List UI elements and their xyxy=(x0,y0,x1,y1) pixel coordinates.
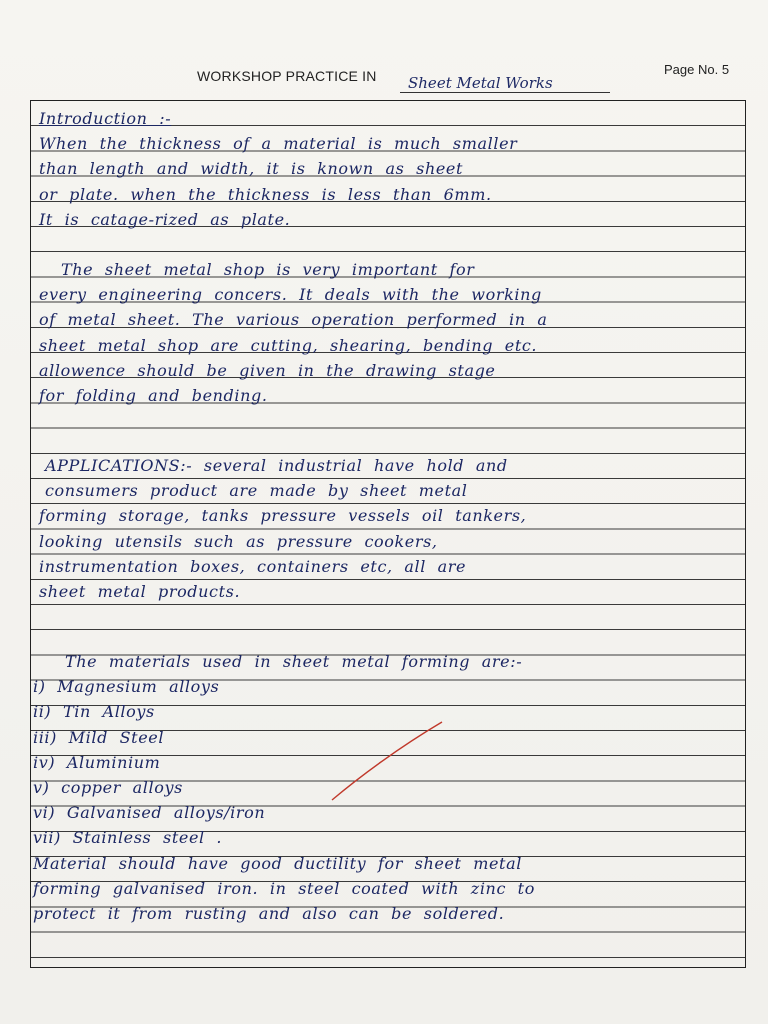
ruled-frame xyxy=(30,100,746,968)
applications-line: sheet metal products. xyxy=(39,581,241,601)
materials-item: iii) Mild Steel xyxy=(33,727,165,747)
shop-line: of metal sheet. The various operation performed in a xyxy=(39,310,548,330)
applications-line: consumers product are made by sheet metal xyxy=(45,481,468,501)
shop-line: sheet metal shop are cutting, shearing, bending etc. xyxy=(39,335,538,355)
materials-item: vii) Stainless steel . xyxy=(33,828,223,848)
materials-closing-line: protect it from rusting and also can be soldered. xyxy=(33,903,505,923)
shop-line: allowence should be given in the drawing stage xyxy=(39,360,496,380)
header-title: WORKSHOP PRACTICE IN xyxy=(197,68,377,84)
materials-item: ii) Tin Alloys xyxy=(33,702,155,722)
shop-line: for folding and bending. xyxy=(39,385,268,405)
intro-line: or plate. when the thickness is less than 6mm. xyxy=(39,184,492,204)
materials-closing-line: Material should have good ductility for sheet metal xyxy=(33,853,522,873)
intro-line: than length and width, it is known as sheet xyxy=(39,159,464,179)
intro-line: When the thickness of a material is much smaller xyxy=(39,134,518,154)
materials-closing-line: forming galvanised iron. in steel coated with zinc to xyxy=(33,878,535,898)
applications-line: forming storage, tanks pressure vessels oil tankers, xyxy=(39,506,527,526)
intro-section xyxy=(39,106,739,232)
materials-item: v) copper alloys xyxy=(33,777,183,797)
applications-line: looking utensils such as pressure cookers, xyxy=(39,531,438,551)
materials-item: i) Magnesium alloys xyxy=(33,677,220,697)
applications-line: APPLICATIONS:- several industrial have hold and xyxy=(45,456,508,475)
shop-section xyxy=(39,257,739,408)
shop-line: The sheet metal shop is very important for xyxy=(61,260,475,279)
intro-line: It is catage-rized as plate. xyxy=(39,209,291,229)
applications-line: instrumentation boxes, containers etc, all are xyxy=(39,556,467,576)
materials-item: vi) Galvanised alloys/iron xyxy=(33,803,266,823)
header-subject: Sheet Metal Works xyxy=(400,74,610,93)
materials-item: iv) Aluminium xyxy=(33,752,161,772)
page-number: Page No. 5 xyxy=(664,62,730,77)
intro-heading: Introduction :- xyxy=(39,109,172,128)
materials-intro: The materials used in sheet metal forming are:- xyxy=(65,652,523,671)
applications-section xyxy=(39,453,739,604)
teacher-check-mark xyxy=(328,718,448,806)
shop-line: every engineering concers. It deals with the working xyxy=(39,285,542,305)
